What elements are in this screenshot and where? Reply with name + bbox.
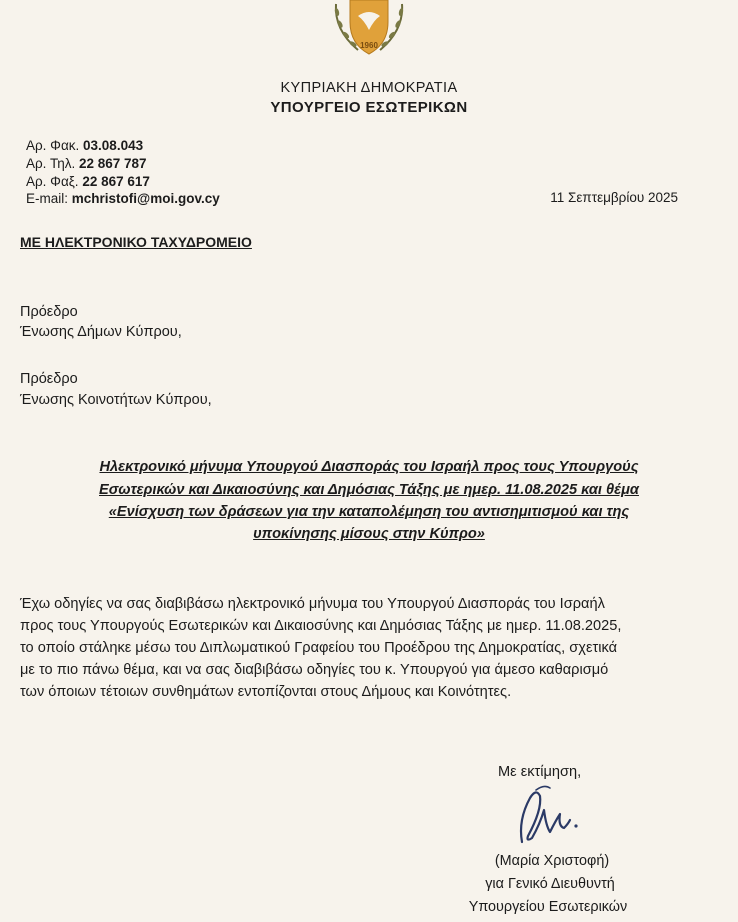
subject-line: υποκίνησης μίσους στην Κύπρο»: [253, 526, 485, 542]
email-value: mchristofi@moi.gov.cy: [71, 191, 220, 206]
recipient-2-org: Ένωσης Κοινοτήτων Κύπρου,: [20, 392, 212, 408]
body-line: Έχω οδηγίες να σας διαβιβάσω ηλεκτρονικό μήνυμα του Υπουργού Διασποράς του Ισραήλ: [20, 596, 605, 612]
cyprus-coat-of-arms-icon: [328, 0, 410, 58]
signatory-role-line1: για Γενικό Διευθυντή: [485, 876, 615, 892]
phone-value: 22 867 787: [78, 156, 147, 171]
recipient-2-title: Πρόεδρο: [20, 371, 78, 387]
recipient-1-org: Ένωσης Δήμων Κύπρου,: [20, 324, 182, 340]
svg-text:1960: 1960: [360, 41, 378, 50]
org-name-line2: ΥΠΟΥΡΓΕΙΟ ΕΣΩΤΕΡΙΚΩΝ: [270, 99, 468, 116]
email-label: E-mail:: [26, 191, 69, 206]
delivery-method: ΜΕ ΗΛΕΚΤΡΟΝΙΚΟ ΤΑΧΥΔΡΟΜΕΙΟ: [20, 234, 252, 250]
signatory-role-line2: Υπουργείου Εσωτερικών: [468, 899, 628, 915]
body-line: το οποίο στάληκε μέσω του Διπλωματικού Γραφείου του Προέδρου της Δημοκρατίας, σχετικά: [20, 640, 618, 656]
letter-date: 11 Σεπτεμβρίου 2025: [550, 190, 678, 205]
body-line: με το πιο πάνω θέμα, και να σας διαβιβάσω οδηγίες του κ. Υπουργού για άμεσο καθαρισμό: [20, 662, 609, 678]
closing-salutation: Με εκτίμηση,: [498, 764, 582, 780]
file-number-label: Αρ. Φακ.: [26, 138, 80, 153]
body-line: προς τους Υπουργούς Εσωτερικών και Δικαιοσύνης και Δημόσιας Τάξης με ημερ. 11.08.2025,: [20, 618, 622, 634]
handwritten-signature-icon: [500, 780, 590, 850]
recipient-1-title: Πρόεδρο: [20, 304, 78, 320]
email-address: [26, 190, 220, 207]
subject-line: Εσωτερικών και Δικαιοσύνης και Δημόσιας Τάξης με ημερ. 11.08.2025 και θέμα: [99, 482, 639, 498]
phone-number: [26, 155, 147, 172]
fax-label: Αρ. Φαξ.: [26, 174, 79, 189]
subject-line: «Ενίσχυση των δράσεων για την καταπολέμηση του αντισημιτισμού και της: [108, 504, 630, 520]
signatory-name: (Μαρία Χριστοφή): [494, 853, 610, 869]
fax-number: [26, 173, 150, 190]
body-line: των όποιων τέτοιων συνθημάτων εντοπίζονται στους Δήμους και Κοινότητες.: [20, 684, 512, 700]
file-number: [26, 137, 143, 154]
subject-line: Ηλεκτρονικό μήνυμα Υπουργού Διασποράς του Ισραήλ προς τους Υπουργούς: [99, 459, 639, 475]
fax-value: 22 867 617: [82, 174, 150, 189]
file-number-value: 03.08.043: [83, 138, 144, 153]
phone-label: Αρ. Τηλ.: [26, 156, 76, 171]
org-name-line1: ΚΥΠΡΙΑΚΗ ΔΗΜΟΚΡΑΤΙΑ: [280, 80, 458, 96]
